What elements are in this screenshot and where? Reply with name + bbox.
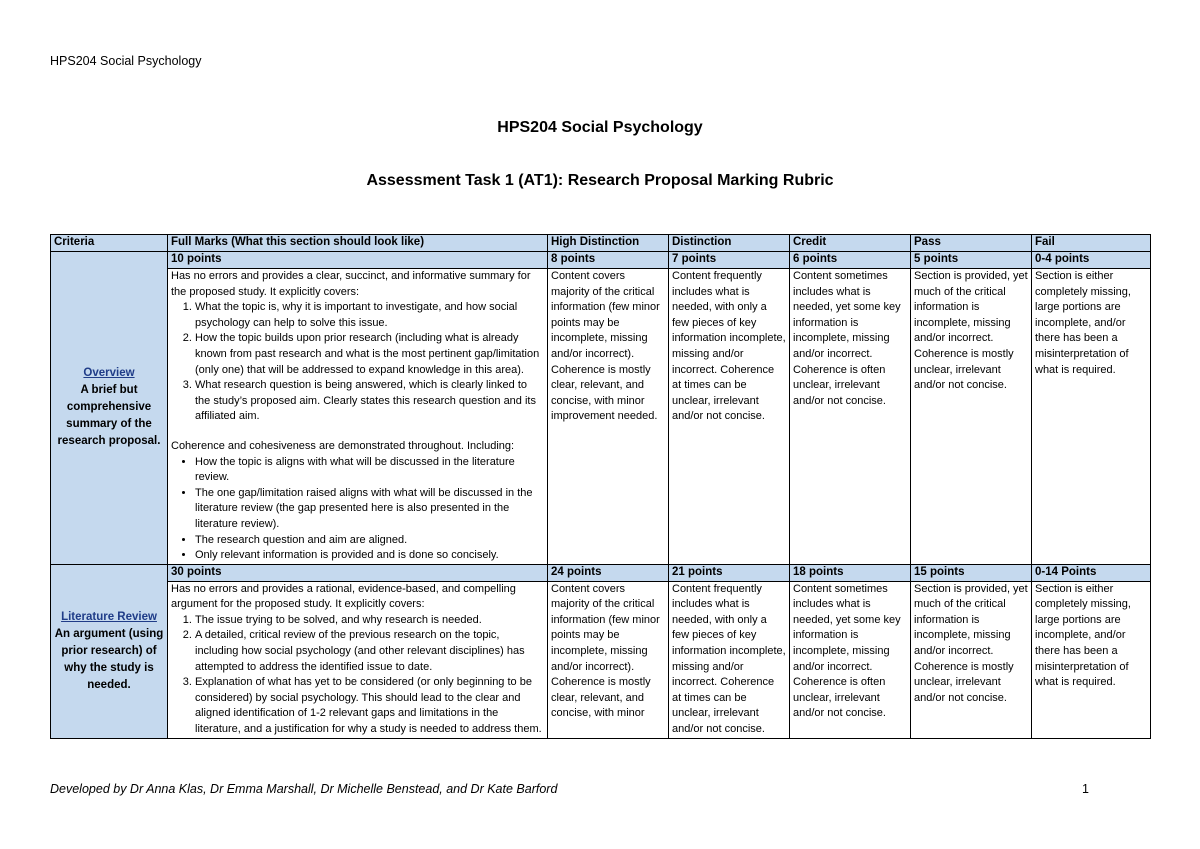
rubric-table [50, 234, 1151, 739]
footer-credits: Developed by Dr Anna Klas, Dr Emma Marshall, Dr Michelle Benstead, and Dr Kate Barford [50, 782, 558, 796]
header-distinction: Distinction [669, 235, 790, 252]
description-row [51, 581, 1151, 738]
criterion-cell [51, 252, 168, 565]
list-item: 1. The issue trying to be solved, and why research is needed. [195, 613, 544, 629]
points-c: 18 points [790, 564, 911, 581]
running-header: HPS204 Social Psychology [50, 54, 202, 68]
full-marks-description [168, 269, 548, 565]
points-full: 10 points [168, 252, 548, 269]
page-number: 1 [1082, 782, 1089, 796]
document-subtitle: Assessment Task 1 (AT1): Research Proposal Marking Rubric [366, 172, 834, 189]
points-p: 15 points [911, 564, 1032, 581]
numbered-list [171, 300, 544, 425]
c-description: Content sometimes includes what is needed, yet some key information is incomplete, missing and/or incorrect. Coherence is often unclear, irrelevant and/or not concise. [790, 581, 911, 738]
points-p: 5 points [911, 252, 1032, 269]
criterion-description: An argument (using prior research) of why the study is needed. [54, 627, 164, 691]
c-description: Content sometimes includes what is needed, yet some key information is incomplete, missing and/or incorrect. Coherence is often unclear, irrelevant and/or not concise. [790, 269, 911, 565]
numbered-list [171, 613, 544, 738]
list-item: 2. How the topic builds upon prior research (including what is already known from past research and what is the most pertinent gap/limitation (only one) that will be addressed to expand knowledge in this area). [195, 331, 544, 378]
full-coherence: Coherence and cohesiveness are demonstrated throughout. Including: [171, 439, 515, 452]
bullet-list [171, 455, 544, 564]
document-title: HPS204 Social Psychology [497, 119, 703, 136]
list-item: 1. What the topic is, why it is important to investigate, and how social psychology can help to solve this issue. [195, 300, 544, 331]
points-c: 6 points [790, 252, 911, 269]
points-hd: 24 points [548, 564, 669, 581]
p-description: Section is provided, yet much of the critical information is incomplete, missing and/or incorrect. Coherence is mostly unclear, irrelevant and/or not concise. [911, 581, 1032, 738]
description-row [51, 269, 1151, 565]
criterion-cell [51, 564, 168, 738]
p-description: Section is provided, yet much of the critical information is incomplete, missing and/or incorrect. Coherence is mostly unclear, irrelevant and/or not concise. [911, 269, 1032, 565]
points-full: 30 points [168, 564, 548, 581]
full-intro: Has no errors and provides a clear, succinct, and informative summary for the proposed study. It explicitly covers: [171, 270, 531, 298]
points-d: 21 points [669, 564, 790, 581]
criterion-description: A brief but comprehensive summary of the research proposal. [57, 384, 161, 448]
list-item: • How the topic is aligns with what will be discussed in the literature review. [195, 455, 544, 486]
list-item: 3. Explanation of what has yet to be considered (or only beginning to be considered) by social psychology. This should lead to the clear and aligned identification of 1-2 relevant gaps and limitations in the literature, and a justification for why a study is needed to address them. [195, 675, 544, 737]
full-intro: Has no errors and provides a rational, evidence-based, and compelling argument for the proposed study. It explicitly covers: [171, 582, 516, 611]
d-description: Content frequently includes what is needed, with only a few pieces of key information incomplete, missing and/or incorrect. Coherence at times can be unclear, irrelevant and/or not concise. [669, 269, 790, 565]
header-high-distinction: High Distinction [548, 235, 669, 252]
f-description: Section is either completely missing, large portions are incomplete, and/or there has been a misinterpretation of what is required. [1032, 269, 1151, 565]
d-description: Content frequently includes what is needed, with only a few pieces of key information incomplete, missing and/or incorrect. Coherence at times can be unclear, irrelevant and/or not concise. [669, 581, 790, 738]
header-criteria: Criteria [51, 235, 168, 252]
hd-description: Content covers majority of the critical information (few minor points may be incomplete, missing and/or incorrect). Coherence is mostly clear, relevant, and concise, with minor [548, 581, 669, 738]
criterion-title: Literature Review [61, 610, 157, 623]
header-pass: Pass [911, 235, 1032, 252]
list-item: 2. A detailed, critical review of the previous research on the topic, including how social psychology (and other relevant disciplines) has attempted to address the identified issue to date. [195, 628, 544, 675]
list-item: • The one gap/limitation raised aligns with what will be discussed in the literature review (the gap presented here is also presented in the literature review). [195, 486, 544, 533]
points-d: 7 points [669, 252, 790, 269]
points-row [51, 564, 1151, 581]
points-hd: 8 points [548, 252, 669, 269]
header-credit: Credit [790, 235, 911, 252]
list-item: • The research question and aim are aligned. [195, 533, 544, 549]
points-f: 0-4 points [1032, 252, 1151, 269]
header-full-marks: Full Marks (What this section should look like) [168, 235, 548, 252]
table-header-row [51, 235, 1151, 252]
points-f: 0-14 Points [1032, 564, 1151, 581]
list-item: 3. What research question is being answered, which is clearly linked to the study’s proposed aim. Clearly states this research question and its affiliated aim. [195, 378, 544, 425]
list-item: • Only relevant information is provided and is done so concisely. [195, 548, 544, 564]
header-fail: Fail [1032, 235, 1151, 252]
f-description: Section is either completely missing, large portions are incomplete, and/or there has been a misinterpretation of what is required. [1032, 581, 1151, 738]
full-marks-description [168, 581, 548, 738]
criterion-title: Overview [83, 367, 135, 380]
points-row [51, 252, 1151, 269]
hd-description: Content covers majority of the critical information (few minor points may be incomplete, missing and/or incorrect). Coherence is mostly clear, relevant, and concise, with minor improvement needed. [548, 269, 669, 565]
